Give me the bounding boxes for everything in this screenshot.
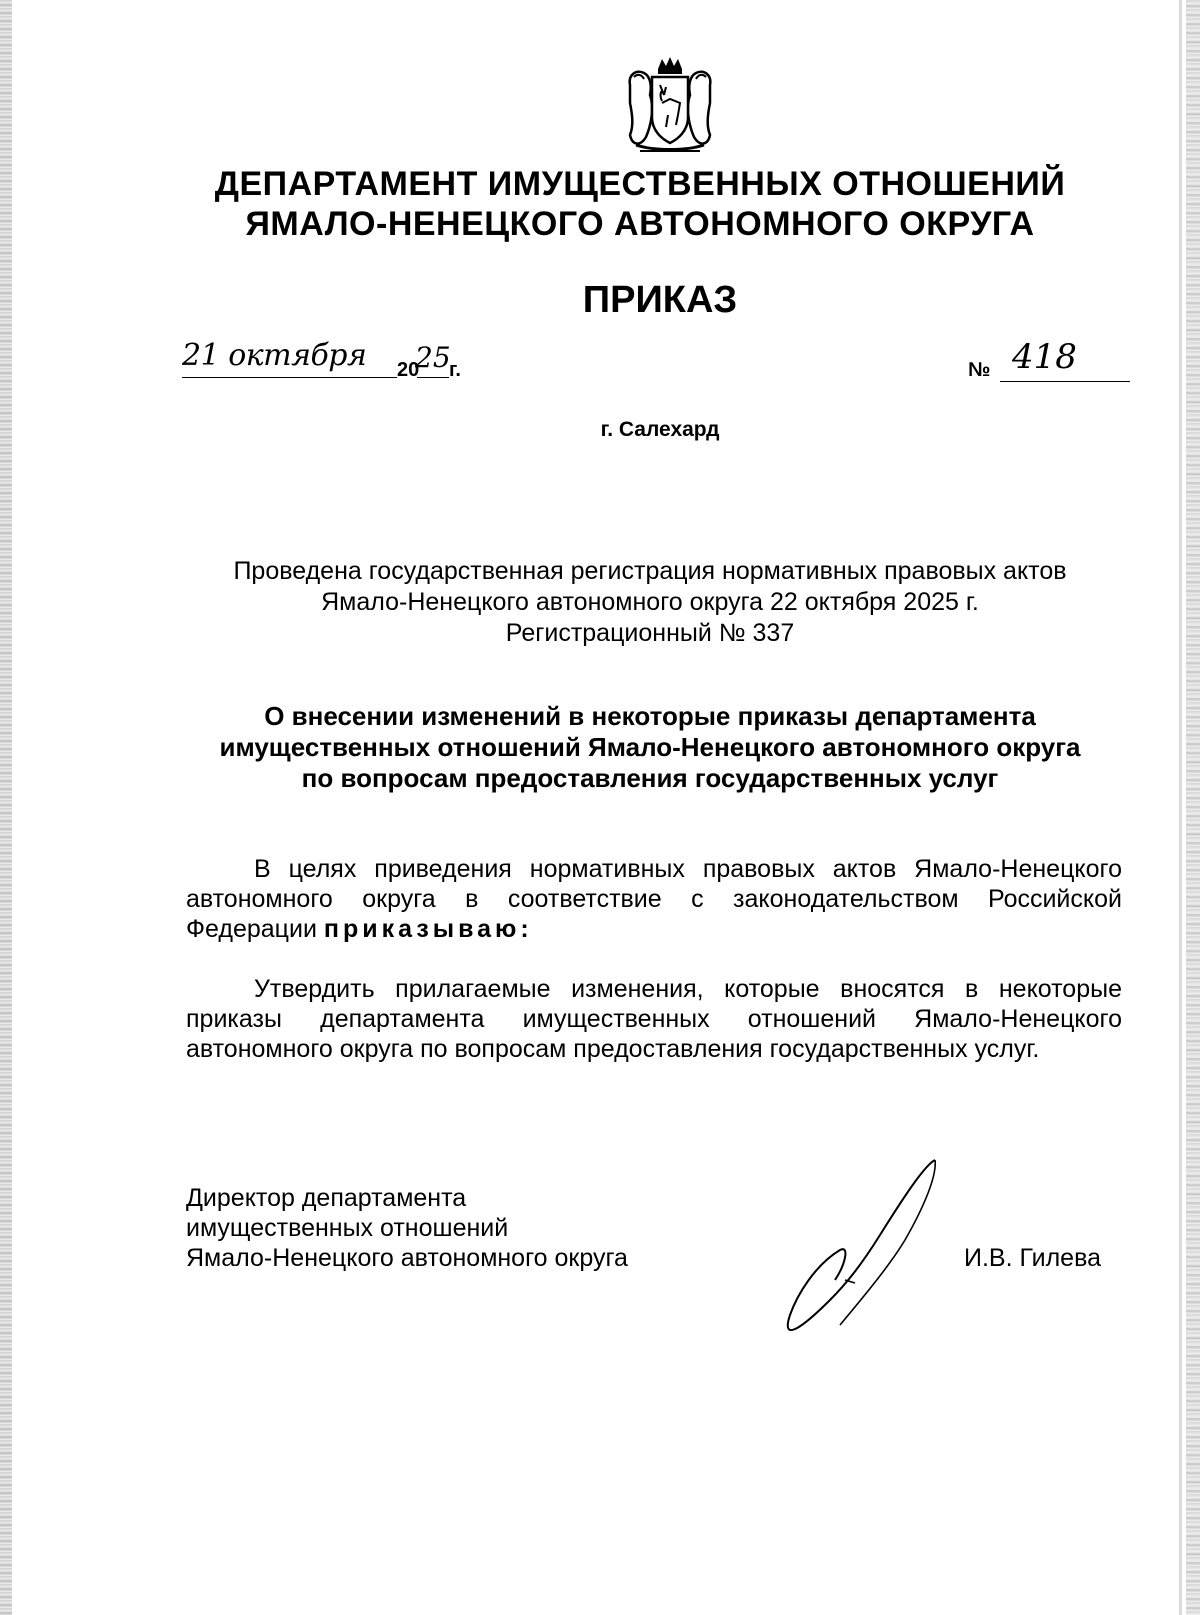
order-subject bbox=[150, 701, 1150, 794]
scan-edge-right bbox=[1186, 0, 1200, 1615]
order-date bbox=[182, 338, 482, 385]
signer-name: И.В. Гилева bbox=[964, 1244, 1101, 1272]
subject-line2: имущественных отношений Ямало-Ненецкого автономного округа bbox=[219, 732, 1081, 762]
registration-line3: Регистрационный № 337 bbox=[505, 619, 795, 647]
handwritten-number: 418 bbox=[1012, 337, 1077, 377]
handwritten-signature bbox=[785, 1155, 965, 1340]
scan-edge-left bbox=[0, 0, 12, 1615]
number-sign: № bbox=[968, 359, 991, 381]
signatory-line1: Директор департамента bbox=[186, 1184, 467, 1212]
city-name: г. Салехард bbox=[600, 418, 720, 441]
command-word: приказываю: bbox=[323, 915, 533, 943]
subject-line3: по вопросам предоставления государственных услуг bbox=[301, 763, 999, 793]
department-header-line2: ЯМАЛО-НЕНЕЦКОГО АВТОНОМНОГО ОКРУГА bbox=[245, 205, 1035, 243]
year-suffix: г. bbox=[449, 359, 461, 381]
signatory-title bbox=[186, 1183, 628, 1273]
scan-edge-line bbox=[1179, 0, 1182, 1615]
department-header-line1: ДЕПАРТАМЕНТ ИМУЩЕСТВЕННЫХ ОТНОШЕНИЙ bbox=[214, 165, 1066, 203]
department-header bbox=[180, 164, 1100, 244]
registration-line2: Ямало-Ненецкого автономного округа 22 октября 2025 г. bbox=[321, 588, 979, 616]
signatory-line3: Ямало-Ненецкого автономного округа bbox=[186, 1244, 628, 1272]
preamble-paragraph bbox=[186, 854, 1122, 944]
handwritten-year: 25 bbox=[415, 341, 451, 374]
order-number bbox=[968, 337, 1130, 385]
registration-line1: Проведена государственная регистрация нормативных правовых актов bbox=[233, 557, 1067, 585]
preamble-text: В целях приведения нормативных правовых актов Ямало-Ненецкого автономного округа в соответствие с законодательством Российской Федерации bbox=[186, 855, 1122, 943]
year-prefix: 20 bbox=[397, 359, 420, 381]
registration-note bbox=[150, 556, 1150, 649]
signatory-line2: имущественных отношений bbox=[186, 1214, 509, 1242]
number-underline bbox=[1000, 381, 1130, 382]
year-underline bbox=[417, 377, 449, 378]
operative-paragraph: Утвердить прилагаемые изменения, которые вносятся в некоторые приказы департамента имущественных отношений Ямало-Ненецкого автономного округа по вопросам предоставления государственных услуг. bbox=[186, 975, 1122, 1063]
coat-of-arms-icon bbox=[624, 55, 716, 155]
document-type-title: ПРИКАЗ bbox=[582, 279, 738, 321]
handwritten-date: 21 октября bbox=[182, 338, 367, 373]
date-underline bbox=[182, 377, 397, 378]
subject-line1: О внесении изменений в некоторые приказы департамента bbox=[264, 701, 1036, 731]
